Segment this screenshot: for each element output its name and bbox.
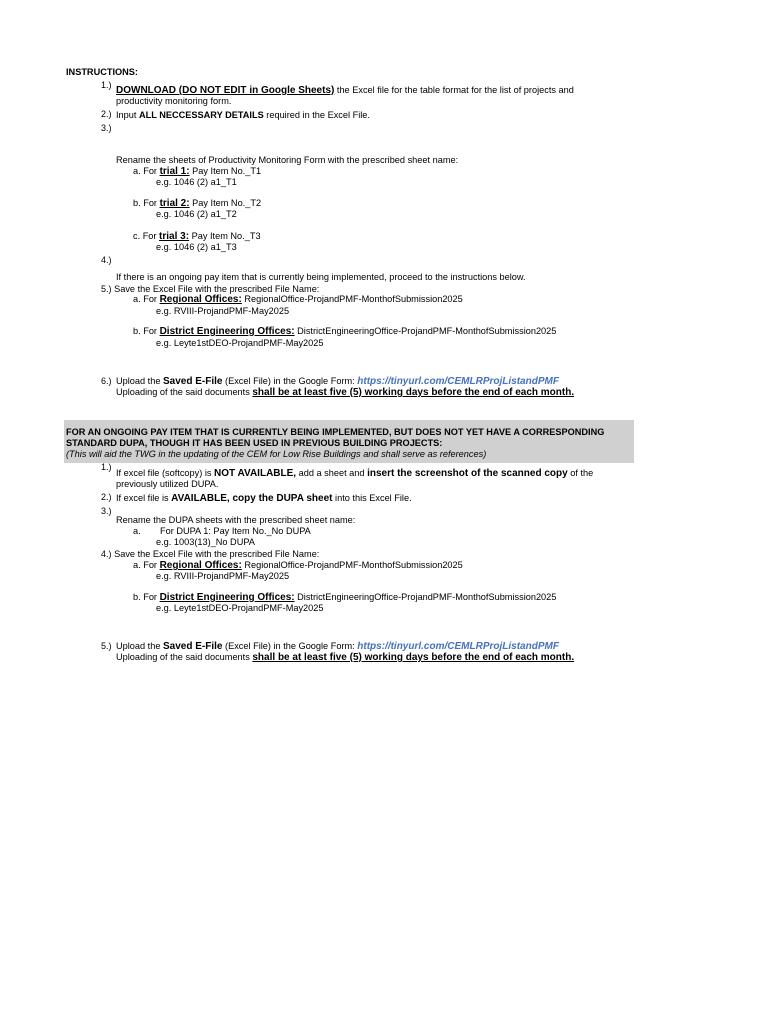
step-number: 1.) (101, 80, 112, 90)
dupa-a-text: For DUPA 1: Pay Item No._No DUPA (160, 526, 311, 536)
trial-2-example: e.g. 1046 (2) a1_T2 (156, 209, 237, 219)
step-2-text: Input ALL NECCESSARY DETAILS required in the Excel File. (116, 110, 370, 120)
banner-heading-line1: FOR AN ONGOING PAY ITEM THAT IS CURRENTLY BEING IMPLEMENTED, BUT DOES NOT YET HAVE A CORRESPONDING (66, 427, 605, 437)
regional-offices-example-2: e.g. RVIII-ProjandPMF-May2025 (156, 571, 290, 581)
step-number: 2.) (101, 492, 112, 502)
dupa-step-4-text: 4.) Save the Excel File with the prescribed File Name: (101, 549, 320, 559)
dupa-step-2-text: If excel file is AVAILABLE, copy the DUPA sheet into this Excel File. (116, 493, 412, 504)
google-form-link[interactable]: https://tinyurl.com/CEMLRProjListandPMF (357, 376, 559, 387)
regional-offices-example: e.g. RVIII-ProjandPMF-May2025 (156, 306, 290, 316)
google-form-link-2[interactable]: https://tinyurl.com/CEMLRProjListandPMF (357, 641, 559, 652)
step-6-deadline: Uploading of the said documents shall be at least five (5) working days before the end of each month. (116, 387, 575, 398)
step-1-text: DOWNLOAD (DO NOT EDIT in Google Sheets) the Excel file for the table format for the list of projects and (116, 85, 574, 96)
step-number: 3.) (101, 506, 112, 516)
dupa-step-5-text: Upload the Saved E-File (Excel File) in the Google Form: https://tinyurl.com/CEMLRProjListandPMF (116, 641, 559, 652)
trial-2-item: b. For trial 2: Pay Item No._T2 (133, 198, 262, 209)
trial-1-example: e.g. 1046 (2) a1_T1 (156, 177, 237, 187)
step-1-text-cont: productivity monitoring form. (116, 96, 232, 106)
step-5-text: 5.) Save the Excel File with the prescribed File Name: (101, 284, 320, 294)
step-4-text: If there is an ongoing pay item that is currently being implemented, proceed to the instructions below. (116, 272, 526, 282)
deo-example-2: e.g. Leyte1stDEO-ProjandPMF-May2025 (156, 603, 324, 613)
dupa-a-label: a. (133, 526, 141, 536)
instructions-title: INSTRUCTIONS: (66, 67, 138, 77)
dupa-example: e.g. 1003(13)_No DUPA (156, 537, 255, 547)
banner-heading-line2: STANDARD DUPA, THOUGH IT HAS BEEN USED IN PREVIOUS BUILDING PROJECTS: (66, 438, 443, 448)
dupa-step-3-text: Rename the DUPA sheets with the prescribed sheet name: (116, 515, 356, 525)
step-3-text: Rename the sheets of Productivity Monitoring Form with the prescribed sheet name: (116, 155, 459, 165)
regional-offices-item: a. For Regional Offices: RegionalOffice-ProjandPMF-MonthofSubmission2025 (133, 294, 463, 305)
step-number: 5.) (101, 641, 112, 651)
deo-item-2: b. For District Engineering Offices: DistrictEngineeringOffice-ProjandPMF-MonthofSubmission2025 (133, 592, 557, 603)
dupa-step-1-text: If excel file (softcopy) is NOT AVAILABLE, add a sheet and insert the screenshot of the scanned copy of the (116, 468, 594, 479)
step-6-text: Upload the Saved E-File (Excel File) in the Google Form: https://tinyurl.com/CEMLRProjListandPMF (116, 376, 559, 387)
trial-3-example: e.g. 1046 (2) a1_T3 (156, 242, 237, 252)
banner-note: (This will aid the TWG in the updating of the CEM for Low Rise Buildings and shall serve as references) (66, 449, 487, 459)
step-number: 3.) (101, 123, 112, 133)
deo-example: e.g. Leyte1stDEO-ProjandPMF-May2025 (156, 338, 324, 348)
dupa-step-1-cont: previously utilized DUPA. (116, 479, 219, 489)
trial-1-item: a. For trial 1: Pay Item No._T1 (133, 166, 262, 177)
step-number: 1.) (101, 462, 112, 472)
dupa-step-5-deadline: Uploading of the said documents shall be at least five (5) working days before the end of each month. (116, 652, 575, 663)
step-number: 6.) (101, 376, 112, 386)
deo-item: b. For District Engineering Offices: DistrictEngineeringOffice-ProjandPMF-MonthofSubmission2025 (133, 326, 557, 337)
regional-offices-item-2: a. For Regional Offices: RegionalOffice-ProjandPMF-MonthofSubmission2025 (133, 560, 463, 571)
trial-3-item: c. For trial 3: Pay Item No._T3 (133, 231, 261, 242)
step-number: 2.) (101, 109, 112, 119)
step-number: 4.) (101, 255, 112, 265)
